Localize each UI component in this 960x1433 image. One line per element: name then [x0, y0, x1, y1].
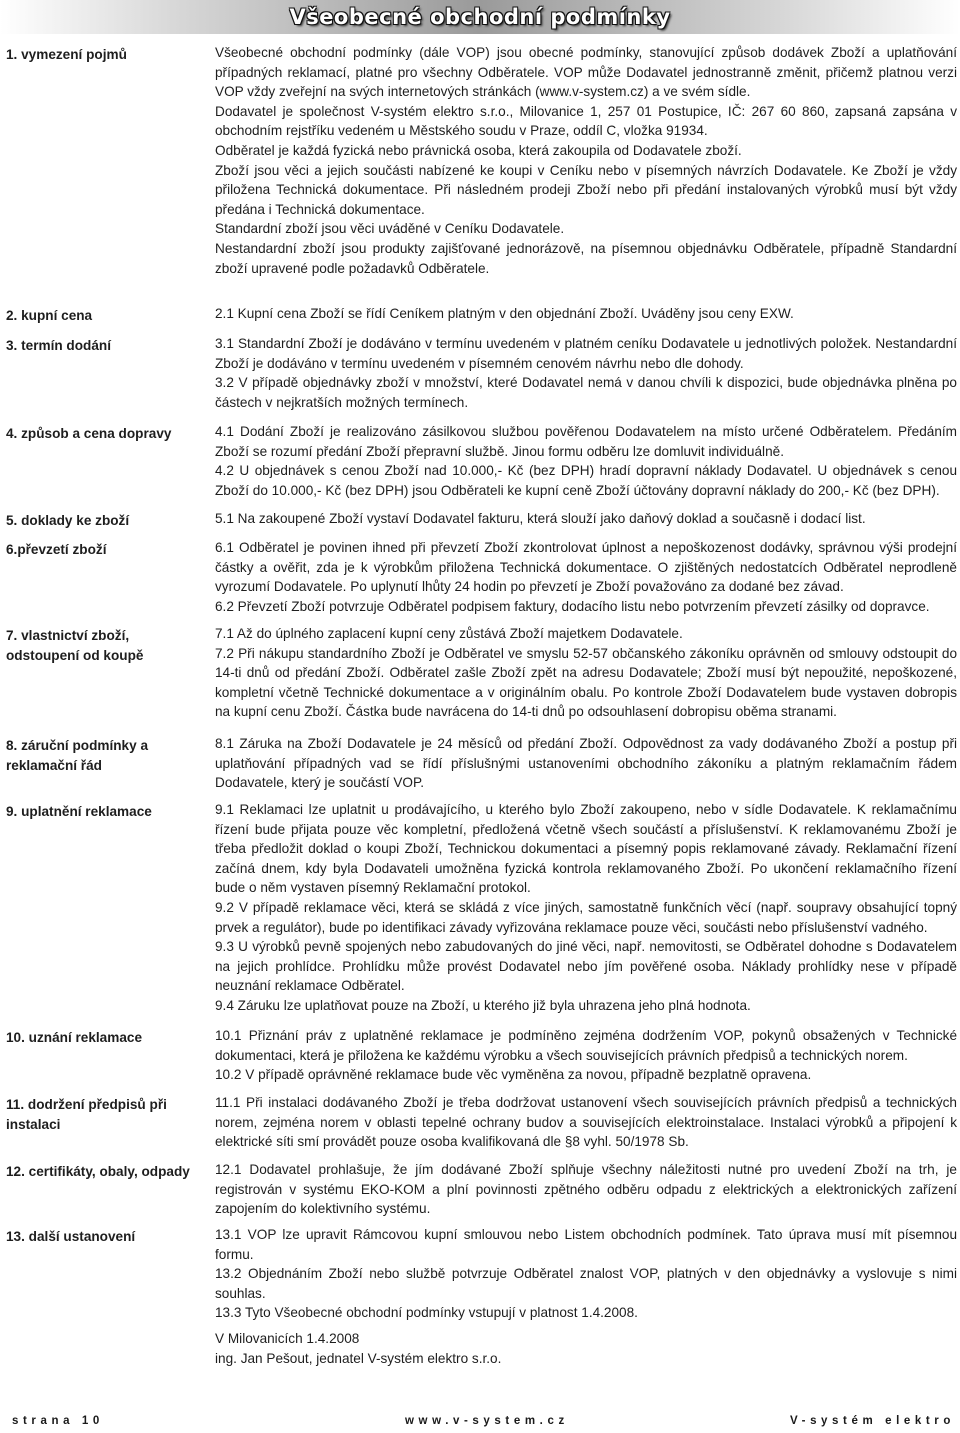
section-paragraph: Všeobecné obchodní podmínky (dále VOP) jsou obecné podmínky, stanovující způsob dodávek Zboží a uplatňování případných reklamací, platné pro všechny Odběratele. VOP může Dodavatel jednostranně změnit, přičemž platnou verzi VOP vždy zveřejní na svých internetových stránkách (www.v-system.cz) a ve svém sídle.: [215, 45, 957, 100]
section-body: [215, 422, 957, 500]
section-paragraph: 13.1 VOP lze upravit Rámcovou kupní smlouvou nebo Listem obchodních podmínek. Tato úprava musí mít písemnou formu.: [215, 1227, 957, 1262]
section-paragraph: Dodavatel je společnost V-systém elektro s.r.o., Milovanice 1, 257 01 Postupice, IČ: 267 60 860, zapsaná zapsána v obchodním rejstříku vedeném u Městského soudu v Praze, oddíl C, vložka 91934.: [215, 103, 957, 139]
section-paragraph: 13.2 Objednáním Zboží nebo službě potvrzuje Odběratel znalost VOP, platných v den objednávky a vyslovuje s nimi souhlas.: [215, 1266, 957, 1301]
section-paragraph: 5.1 Na zakoupené Zboží vystaví Dodavatel fakturu, která slouží jako daňový doklad a současně i dodací list.: [215, 511, 866, 526]
section-body: [215, 1093, 957, 1152]
section-heading: 9. uplatnění reklamace: [6, 804, 152, 819]
section-paragraph: Standardní zboží jsou věci uváděné v Ceníku Dodavatele.: [215, 221, 565, 237]
document-title: Všeobecné obchodní podmínky: [289, 5, 671, 29]
section-paragraph: 4.1 Dodání Zboží je realizováno zásilkovou službou pověřenou Dodavatelem na místo určené Odběratelem. Předáním Zboží se rozumí předání Zboží přepravní službě. Jinou formu odběru lze domluvit individuálně.: [215, 424, 957, 459]
section-paragraph: 6.1 Odběratel je povinen ihned při převzetí Zboží zkontrolovat úplnost a nepoškozenost dodávky, správnou výši prodejní částky a ověřit, zda je k výrobkům přiložena Technická dokumentace. O zjištěných nedostatcích Odběratel neprodleně vyrozumí Dodavatele. Po uplynutí lhůty 24 hodin po převzetí je Zboží považováno za dodané bez závad.: [215, 540, 957, 595]
section-paragraph: V Milovanicích 1.4.2008: [215, 1330, 360, 1346]
section-paragraph: 10.2 V případě oprávněné reklamace bude věc vyměněna za novou, případně bezplatně opravena.: [215, 1067, 812, 1083]
section-paragraph: 7.1 Až do úplného zaplacení kupní ceny zůstává Zboží majetkem Dodavatele.: [215, 626, 683, 641]
section-heading: 1. vymezení pojmů: [6, 47, 127, 62]
page-footer: [0, 1415, 960, 1431]
section-paragraph: 3.2 V případě objednávky zboží v množství, které Dodavatel nemá v danou chvíli k dispozici, bude objednávka plněna po částech v nejkratších možných termínech.: [215, 375, 957, 410]
section-body: [215, 304, 957, 324]
section-paragraph: Odběratel je každá fyzická nebo právnická osoba, která zakoupila od Dodavatele zboží.: [215, 142, 742, 158]
section-paragraph: Nestandardní zboží jsou produkty zajišťované jednorázově, na písemnou objednávku Odběratele, případně Standardní zboží upravené podle požadavků Odběratele.: [215, 240, 957, 276]
section-heading: 5. doklady ke zboží: [6, 513, 130, 528]
section-paragraph: Zboží jsou věci a jejich součásti nabízené ke koupi v Ceníku nebo v písemných návrzích Dodavatele. Ke Zboží je vždy přiložena Technická dokumentace. Při následném prodeji Zboží nebo při předání instalovaných výrobků musí být vždy předána i Technická dokumentace.: [215, 162, 957, 217]
section-paragraph: 9.1 Reklamaci lze uplatnit u prodávajícího, u kterého bylo Zboží zakoupeno, nebo v sídle Dodavatele. K reklamačnímu řízení bude přijata pouze věc kompletní, předložená včetně všech součástí a příslušenství. K reklamovanému Zboží je třeba předložit doklad o koupi Zboží, Technickou dokumentaci a písemný popis reklamované závady. Reklamační řízení začíná dnem, kdy byla Dodavateli umožněna fyzická kontrola reklamovaného Zboží. Po ukončení reklamačního řízení bude o něm vystaven písemný Reklamační protokol.: [215, 802, 957, 896]
section-heading: 13. další ustanovení: [6, 1229, 136, 1244]
footer-page-number: strana 10: [12, 1415, 104, 1427]
section-paragraph: 11.1 Při instalaci dodávaného Zboží je třeba dodržovat ustanovení všech souvisejících právních předpisů a technických norem, zejména norem v oblasti tepelné ochrany budov a souvisejících elektroinstalace. Instalaci výrobků a připojení k elektrické síti smí provádět pouze osoba kvalifikovaná dle §8 vyhl. 50/1978 Sb.: [215, 1095, 957, 1150]
section-body: [215, 509, 957, 529]
section-body: [215, 538, 957, 616]
section-paragraph: 7.2 Při nákupu standardního Zboží je Odběratel ve smyslu 52-57 občanského zákoníku oprávněn od smlouvy odstoupit do 14-ti dnů od předání Zboží. Odběratel zašle Zboží zpět na adresu Dodavatele; Zboží musí být nepoužité, nepoškozené, kompletní včetně Technické dokumentace a v originálním obalu. Po kontrole Zboží Dodavatelem bude vystaven dobropis na kupní cenu Zboží. Částka bude navrácena do 14-ti dnů po odsouhlasení dobropisu oběma stranami.: [215, 645, 957, 720]
section-paragraph: ing. Jan Pešout, jednatel V-systém elektro s.r.o.: [215, 1350, 502, 1366]
section-body: [215, 1225, 957, 1368]
section-body: [215, 734, 957, 793]
section-paragraph: 13.3 Tyto Všeobecné obchodní podmínky vstupují v platnost 1.4.2008.: [215, 1305, 638, 1321]
section-heading: 2. kupní cena: [6, 308, 93, 323]
section-heading: 7. vlastnictví zboží, odstoupení od koupě: [6, 628, 144, 663]
section-paragraph: 3.1 Standardní Zboží je dodáváno v termínu uvedeném v platném ceníku Dodavatele u jednotlivých položek. Nestandardní Zboží je dodáváno v termínu uvedeném v písemném cenovém návrhu nebo dle dohody.: [215, 336, 957, 371]
section-paragraph: 4.2 U objednávek s cenou Zboží nad 10.000,- Kč (bez DPH) hradí dopravní náklady Dodavatel. U objednávek s cenou Zboží do 10.000,- Kč (bez DPH) jsou Odběrateli ke kupní ceně Zboží účtovány dopravní náklady do 200,- Kč (bez DPH).: [215, 463, 957, 498]
section-heading: 3. termín dodání: [6, 338, 111, 353]
section-body: [215, 334, 957, 412]
section-body: [215, 1026, 957, 1085]
section-paragraph: 2.1 Kupní cena Zboží se řídí Ceníkem platným v den objednání Zboží. Uváděny jsou ceny EXW.: [215, 306, 794, 321]
section-heading: 12. certifikáty, obaly, odpady: [6, 1164, 190, 1179]
section-heading: 4. způsob a cena dopravy: [6, 426, 172, 441]
section-paragraph: 6.2 Převzetí Zboží potvrzuje Odběratel podpisem faktury, dodacího listu nebo potvrzením převzetí zásilky od dopravce.: [215, 598, 930, 614]
section-paragraph: 9.2 V případě reklamace věci, která se skládá z více jiných, samostatně funkčních věcí (např. soupravy obsahující topný prvek a regulátor), bude po identifikaci závady vyřizována reklamace pouze věci, součásti nebo příslušenství vadného.: [215, 899, 957, 935]
section-body: [215, 800, 957, 1016]
footer-website: www.v-system.cz: [405, 1415, 569, 1427]
section-paragraph: 8.1 Záruka na Zboží Dodavatele je 24 měsíců od předání Zboží. Odpovědnost za vady dodávaného Zboží a postup při uplatňování případných vad se řídí příslušnými ustanoveními obchodního zákoníku a platným reklamačním řádem Dodavatele, který je součástí VOP.: [215, 736, 957, 791]
section-paragraph: 9.3 U výrobků pevně spojených nebo zabudovaných do jiné věci, např. nemovitosti, se Odběratel dohodne s Dodavatelem na jejich prohlídce. Prohlídku může provést Dodavatel nebo jím pověřené osoba. Náklady prohlídky nese v případě neuznání reklamace Odběratel.: [215, 939, 957, 994]
section-heading: 10. uznání reklamace: [6, 1030, 143, 1045]
section-heading: 6.převzetí zboží: [6, 542, 107, 557]
section-paragraph: 9.4 Záruku lze uplatňovat pouze na Zboží, u kterého již byla uhrazena jeho plná hodnota.: [215, 997, 751, 1013]
section-paragraph: 12.1 Dodavatel prohlašuje, že jím dodávané Zboží splňuje všechny náležitosti nutné pro uvedení Zboží na trh, je registrován v systému EKO-KOM a plní povinnosti zpětného odběru odpadu z elektrických a elektronických zařízení zapojením do kolektivního systému.: [215, 1162, 957, 1217]
section-heading: 8. záruční podmínky a reklamační řád: [6, 738, 149, 773]
footer-company: V-systém elektro: [790, 1415, 956, 1427]
section-body: [215, 624, 957, 722]
section-body: [215, 1160, 957, 1219]
section-paragraph: 10.1 Přiznání práv z uplatněné reklamace je podmíněno zejména dodržením VOP, pokynů obsažených v Technické dokumentaci, která je přiložena ke každému výrobku a všech souvisejících právních předpisů a technických norem.: [215, 1028, 957, 1063]
section-heading: 11. dodržení předpisů při instalaci: [6, 1097, 167, 1132]
section-body: [215, 43, 957, 278]
